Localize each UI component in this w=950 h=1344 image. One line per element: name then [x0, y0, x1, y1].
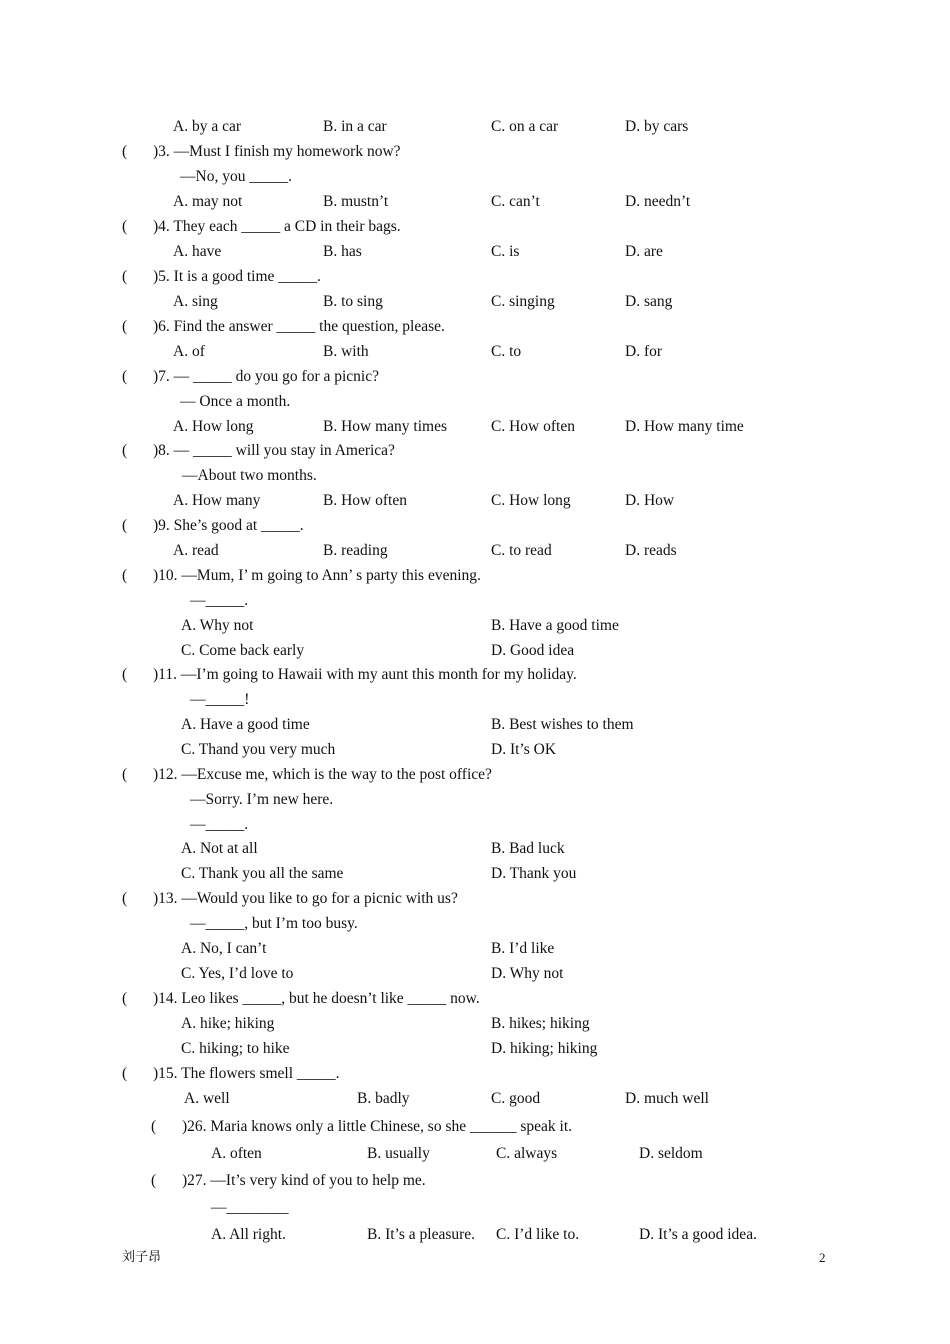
option-c: C. Come back early — [181, 642, 305, 659]
dialogue-line: — Once a month. — [180, 393, 291, 410]
option-a: A. may not — [173, 193, 243, 210]
option-d: D. Why not — [491, 965, 564, 982]
option-b: B. to sing — [323, 293, 383, 310]
option-a: A. by a car — [173, 118, 241, 135]
question-stem: )27. —It’s very kind of you to help me. — [182, 1172, 426, 1189]
option-d: D. hiking; hiking — [491, 1040, 598, 1057]
question-stem: )13. —Would you like to go for a picnic with us? — [153, 890, 458, 907]
option-a: A. How long — [173, 418, 254, 435]
option-d: D. for — [625, 343, 663, 360]
answer-paren: ( — [122, 1065, 128, 1082]
page-number: 2 — [819, 1250, 826, 1265]
option-a: A. of — [173, 343, 205, 360]
option-b: B. It’s a pleasure. — [367, 1226, 476, 1243]
dialogue-line: —No, you _____. — [180, 168, 292, 185]
option-b: B. hikes; hiking — [491, 1015, 590, 1032]
answer-paren: ( — [122, 567, 128, 584]
option-d: D. Good idea — [491, 642, 575, 659]
dialogue-line: —_____! — [190, 691, 250, 708]
option-a: A. well — [184, 1090, 230, 1107]
option-a: A. All right. — [211, 1226, 286, 1243]
answer-paren: ( — [122, 268, 128, 285]
option-b: B. usually — [367, 1145, 430, 1162]
option-a: A. No, I can’t — [181, 940, 267, 957]
option-c: C. How long — [491, 492, 571, 509]
option-c: C. Thand you very much — [181, 741, 336, 758]
option-b: B. in a car — [323, 118, 387, 135]
option-c: C. Yes, I’d love to — [181, 965, 294, 982]
option-a: A. Have a good time — [181, 716, 310, 733]
answer-paren: ( — [122, 218, 128, 235]
question-stem: )12. —Excuse me, which is the way to the post office? — [153, 766, 492, 783]
option-d: D. seldom — [639, 1145, 703, 1162]
answer-paren: ( — [122, 517, 128, 534]
option-d: D. How — [625, 492, 675, 509]
dialogue-line: —About two months. — [182, 467, 317, 484]
option-b: B. Best wishes to them — [491, 716, 634, 733]
option-c: C. I’d like to. — [496, 1226, 580, 1243]
option-b: B. How often — [323, 492, 407, 509]
option-a: A. read — [173, 542, 219, 559]
answer-paren: ( — [122, 318, 128, 335]
option-c: C. singing — [491, 293, 555, 310]
question-stem: )4. They each _____ a CD in their bags. — [153, 218, 401, 235]
option-c: C. always — [496, 1145, 558, 1162]
option-a: A. How many — [173, 492, 261, 509]
option-a: A. have — [173, 243, 222, 260]
option-b: B. Have a good time — [491, 617, 619, 634]
option-c: C. to read — [491, 542, 552, 559]
option-b: B. reading — [323, 542, 388, 559]
question-stem: )5. It is a good time _____. — [153, 268, 321, 285]
answer-paren: ( — [122, 368, 128, 385]
answer-paren: ( — [151, 1172, 157, 1189]
question-stem: )26. Maria knows only a little Chinese, so she ______ speak it. — [182, 1118, 573, 1135]
option-b: B. I’d like — [491, 940, 555, 957]
dialogue-line: —_____, but I’m too busy. — [190, 915, 358, 932]
answer-paren: ( — [122, 666, 128, 683]
option-d: D. needn’t — [625, 193, 691, 210]
footer-author: 刘子昂 — [122, 1250, 162, 1265]
option-b: B. Bad luck — [491, 840, 565, 857]
question-stem: )6. Find the answer _____ the question, please. — [153, 318, 445, 335]
option-d: D. are — [625, 243, 663, 260]
option-b: B. with — [323, 343, 369, 360]
option-d: D. Thank you — [491, 865, 577, 882]
option-a: A. often — [211, 1145, 262, 1162]
option-c: C. to — [491, 343, 522, 360]
dialogue-line: —_____. — [190, 592, 249, 609]
question-stem: )11. —I’m going to Hawaii with my aunt this month for my holiday. — [153, 666, 577, 683]
question-stem: )8. — _____ will you stay in America? — [153, 442, 395, 459]
option-d: D. sang — [625, 293, 673, 310]
answer-paren: ( — [122, 990, 128, 1007]
option-c: C. can’t — [491, 193, 540, 210]
option-b: B. has — [323, 243, 362, 260]
dialogue-line: —________ — [211, 1199, 289, 1216]
option-c: C. Thank you all the same — [181, 865, 344, 882]
answer-paren: ( — [122, 143, 128, 160]
option-b: B. badly — [357, 1090, 410, 1107]
option-c: C. is — [491, 243, 520, 260]
option-d: D. It’s OK — [491, 741, 557, 758]
option-d: D. by cars — [625, 118, 689, 135]
option-a: A. sing — [173, 293, 218, 310]
option-b: B. mustn’t — [323, 193, 389, 210]
option-b: B. How many times — [323, 418, 447, 435]
question-stem: )9. She’s good at _____. — [153, 517, 304, 534]
answer-paren: ( — [122, 442, 128, 459]
question-stem: )3. —Must I finish my homework now? — [153, 143, 401, 160]
question-stem: )7. — _____ do you go for a picnic? — [153, 368, 379, 385]
option-c: C. good — [491, 1090, 541, 1107]
dialogue-line: —Sorry. I’m new here. — [190, 791, 334, 808]
dialogue-line: —_____. — [190, 816, 249, 833]
question-stem: )15. The flowers smell _____. — [153, 1065, 340, 1082]
option-d: D. It’s a good idea. — [639, 1226, 757, 1243]
option-d: D. much well — [625, 1090, 709, 1107]
option-d: D. reads — [625, 542, 677, 559]
answer-paren: ( — [122, 890, 128, 907]
option-c: C. How often — [491, 418, 575, 435]
question-stem: )14. Leo likes _____, but he doesn’t like _____ now. — [153, 990, 480, 1007]
option-c: C. hiking; to hike — [181, 1040, 290, 1057]
option-a: A. Why not — [181, 617, 254, 634]
answer-paren: ( — [151, 1118, 157, 1135]
option-c: C. on a car — [491, 118, 559, 135]
option-d: D. How many time — [625, 418, 744, 435]
answer-paren: ( — [122, 766, 128, 783]
question-stem: )10. —Mum, I’ m going to Ann’ s party this evening. — [153, 567, 481, 584]
option-a: A. hike; hiking — [181, 1015, 275, 1032]
option-a: A. Not at all — [181, 840, 258, 857]
